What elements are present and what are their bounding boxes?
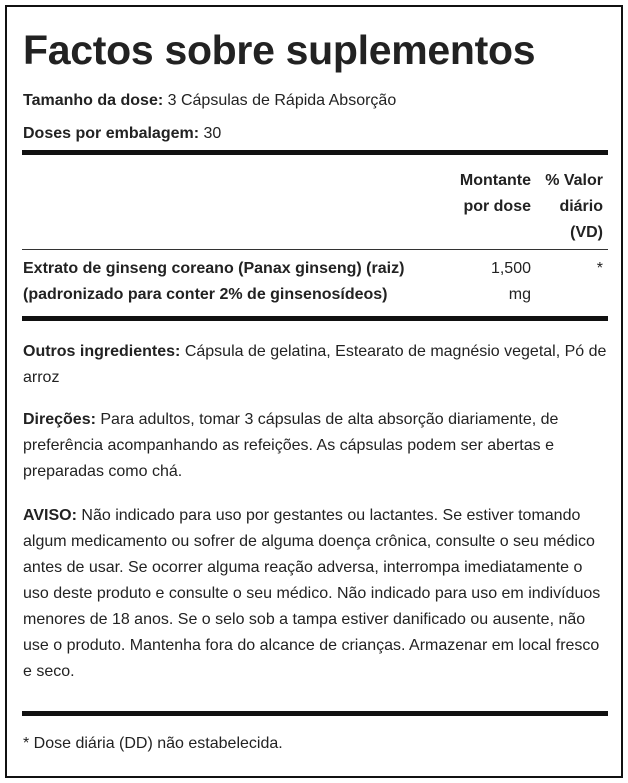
warning-text: Não indicado para uso por gestantes ou lactantes. Se estiver tomando algum medicamento ou sofrer de alguma doença crônica, consulte o seu médico antes de usar. Se ocorrer alguma reação adversa, interrompa imediatamente o uso deste produto e consulte o seu médico. Não indicado para uso em indivíduos menores de 18 anos. Se o selo sob a tampa estiver danificado ou ausente, não use o produto. Mantenha fora do alcance de crianças. Armazenar em local fresco e seco. [23,507,601,680]
divider-thin-header [22,249,608,250]
serving-size-row [23,92,396,110]
directions-label: Direções: [23,411,96,428]
divider-thick-middle [22,316,608,321]
daily-value-header [537,168,603,246]
dv-header-line1: % Valor [545,172,603,189]
ingredient-name-line2: (padronizado para conter 2% de ginsenosídeos) [23,286,388,303]
ingredient-amount [452,256,531,308]
ingredient-name [23,256,443,308]
panel-title: Factos sobre suplementos [23,27,536,73]
directions [23,407,609,485]
warning [23,503,609,685]
dv-header-line3: (VD) [570,224,603,241]
divider-thick-bottom [22,711,608,716]
directions-text: Para adultos, tomar 3 cápsulas de alta absorção diariamente, de preferência acompanhando as refeições. As cápsulas podem ser abertas e preparadas como chá. [23,411,559,480]
ingredient-name-line1: Extrato de ginseng coreano (Panax ginseng) (raiz) [23,260,405,277]
amount-header-line1: Montante [459,172,531,189]
serving-size-value: 3 Cápsulas de Rápida Absorção [167,92,397,109]
dv-header-line2: diário [559,198,603,215]
serving-size-label: Tamanho da dose: [23,92,164,109]
other-ingredients-text: Cápsula de gelatina, Estearato de magnésio vegetal, Pó de arroz [23,343,607,386]
other-ingredients [23,339,609,391]
divider-thick-top [22,150,608,155]
warning-label: AVISO: [23,507,77,524]
servings-per-container-row [23,125,221,143]
amount-per-serving-header [447,168,531,220]
other-ingredients-label: Outros ingredientes: [23,343,181,360]
servings-per-container-value: 30 [203,125,222,142]
ingredient-amount-value: 1,500 [490,260,531,277]
amount-header-line2: por dose [463,198,531,215]
footnote: * Dose diária (DD) não estabelecida. [23,735,283,752]
ingredient-daily-value: * [596,260,603,277]
servings-per-container-label: Doses por embalagem: [23,125,200,142]
ingredient-amount-unit: mg [508,286,531,303]
supplement-facts-panel [5,5,623,778]
